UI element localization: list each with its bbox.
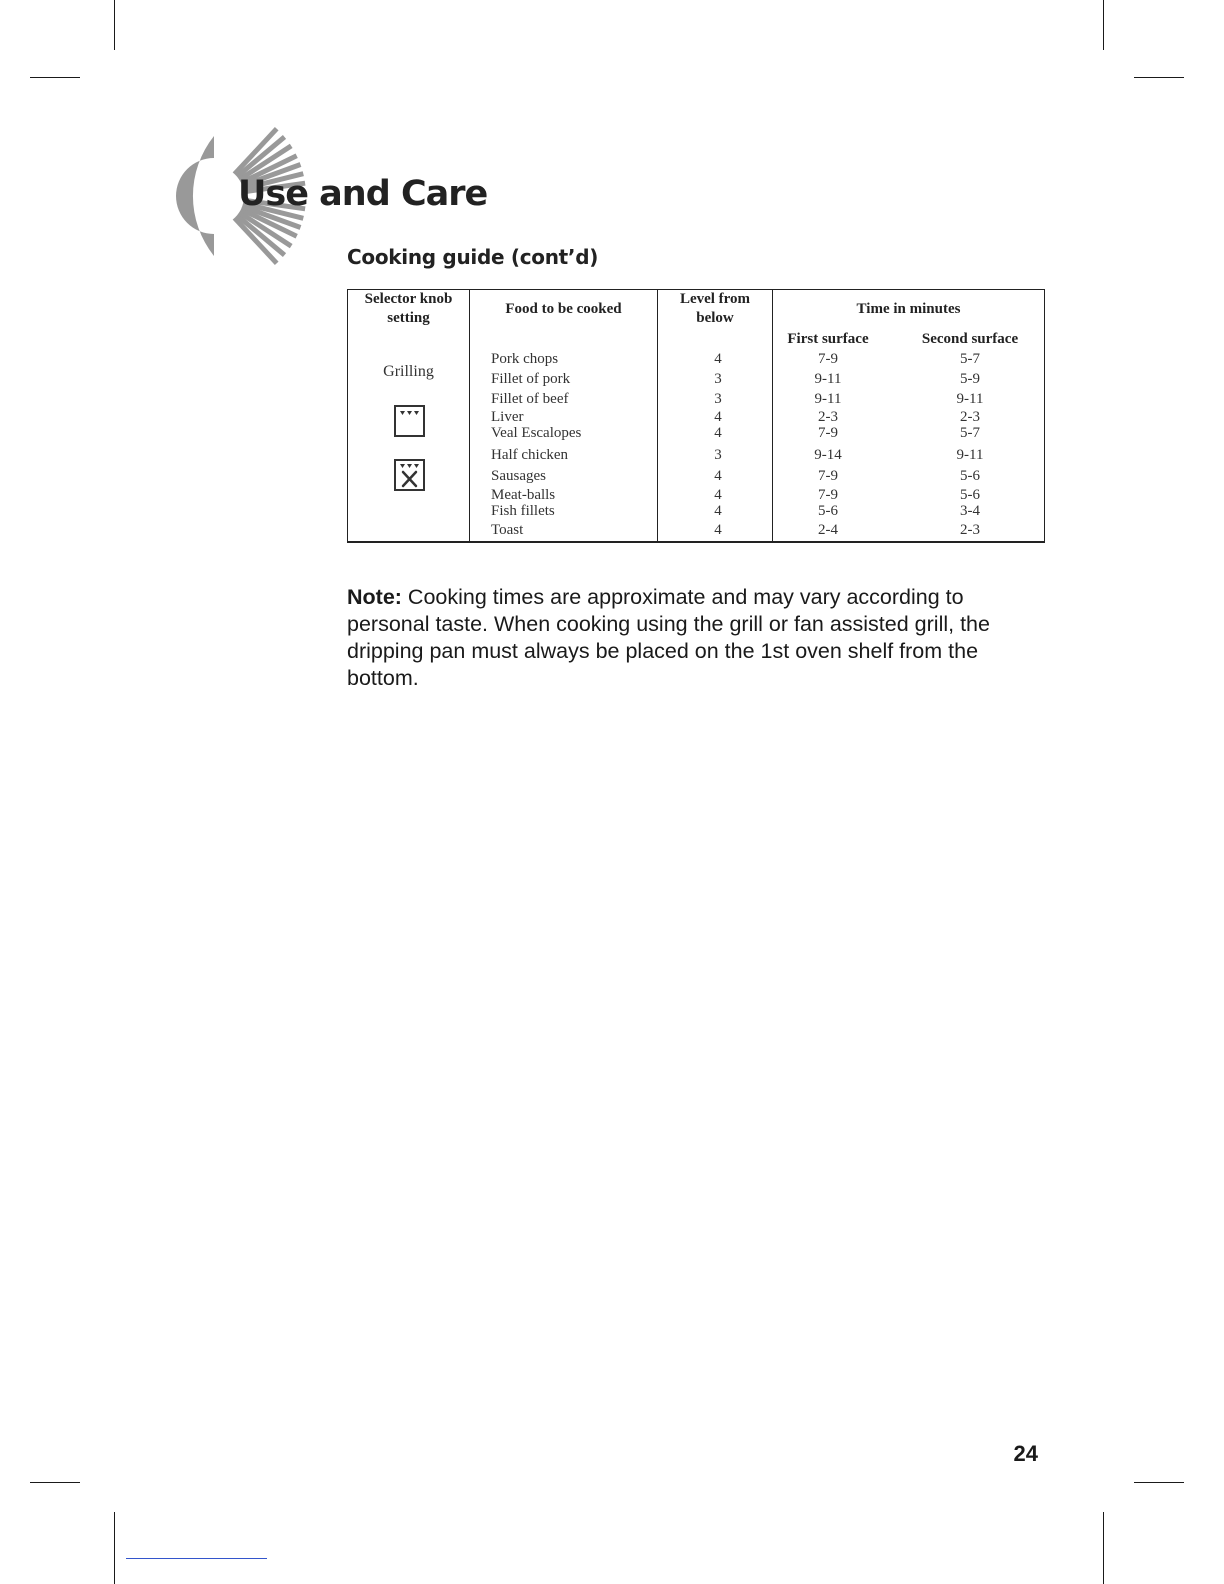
header-second-surface: Second surface (921, 331, 1019, 347)
row-level: 3 (714, 447, 722, 463)
footer-rule (126, 1558, 267, 1559)
header-level: Level from below (679, 291, 751, 326)
row-food: Half chicken (491, 447, 569, 463)
row-level: 4 (714, 425, 722, 441)
row-first-surface: 9-14 (814, 447, 842, 463)
row-first-surface: 7-9 (818, 487, 838, 503)
row-second-surface: 5-7 (960, 425, 980, 441)
note-label: Note: (347, 585, 402, 609)
row-second-surface: 2-3 (960, 522, 980, 538)
row-second-surface: 5-6 (960, 468, 980, 484)
row-first-surface: 7-9 (818, 425, 838, 441)
fan-assisted-grill-mode-icon (394, 459, 425, 491)
row-level: 4 (714, 351, 722, 367)
note-text: Cooking times are approximate and may vary according to personal taste. When cooking using the grill or fan assisted grill, the dripping pan must always be placed on the 1st oven shelf from the bottom. (347, 585, 990, 690)
row-food: Fish fillets (491, 503, 555, 519)
setting-grilling: Grilling (383, 363, 434, 380)
row-food: Meat-balls (491, 487, 556, 503)
grill-mode-icon (394, 405, 425, 437)
row-food: Toast (491, 522, 524, 538)
row-second-surface: 3-4 (960, 503, 980, 519)
row-second-surface: 2-3 (960, 409, 980, 425)
row-level: 3 (714, 391, 722, 407)
row-first-surface: 9-11 (814, 391, 842, 407)
header-first-surface: First surface (787, 331, 869, 347)
row-food: Veal Escalopes (491, 425, 582, 441)
crop-mark (1103, 1512, 1104, 1584)
row-second-surface: 5-6 (960, 487, 980, 503)
row-food: Fillet of beef (491, 391, 569, 407)
row-second-surface: 5-9 (960, 371, 980, 387)
column-divider (469, 290, 470, 541)
row-first-surface: 2-4 (818, 522, 838, 538)
row-second-surface: 9-11 (956, 391, 984, 407)
header-selector-knob: Selector knob setting (364, 291, 453, 326)
crop-mark (30, 77, 80, 78)
row-food: Liver (491, 409, 524, 425)
row-food: Pork chops (491, 351, 559, 367)
column-divider (657, 290, 658, 541)
crop-mark (1134, 77, 1184, 78)
column-divider (772, 290, 773, 541)
row-level: 4 (714, 487, 722, 503)
crop-mark (1134, 1482, 1184, 1483)
cooking-guide-table (347, 289, 1045, 543)
row-first-surface: 7-9 (818, 468, 838, 484)
row-level: 4 (714, 522, 722, 538)
row-first-surface: 7-9 (818, 351, 838, 367)
row-level: 4 (714, 503, 722, 519)
header-food: Food to be cooked (505, 301, 622, 317)
crop-mark (30, 1482, 80, 1483)
row-level: 4 (714, 468, 722, 484)
note-paragraph (347, 584, 1047, 692)
row-food: Fillet of pork (491, 371, 571, 387)
crop-mark (114, 0, 115, 50)
crop-mark (1103, 0, 1104, 50)
row-level: 3 (714, 371, 722, 387)
row-level: 4 (714, 409, 722, 425)
page-number: 24 (1013, 1441, 1038, 1466)
row-first-surface: 5-6 (818, 503, 838, 519)
row-first-surface: 2-3 (818, 409, 838, 425)
row-first-surface: 9-11 (814, 371, 842, 387)
header-time: Time in minutes (856, 301, 961, 317)
row-second-surface: 9-11 (956, 447, 984, 463)
page-title: Use and Care (238, 174, 488, 214)
row-food: Sausages (491, 468, 546, 484)
row-second-surface: 5-7 (960, 351, 980, 367)
crop-mark (114, 1512, 115, 1584)
section-title: Cooking guide (cont’d) (347, 245, 599, 269)
